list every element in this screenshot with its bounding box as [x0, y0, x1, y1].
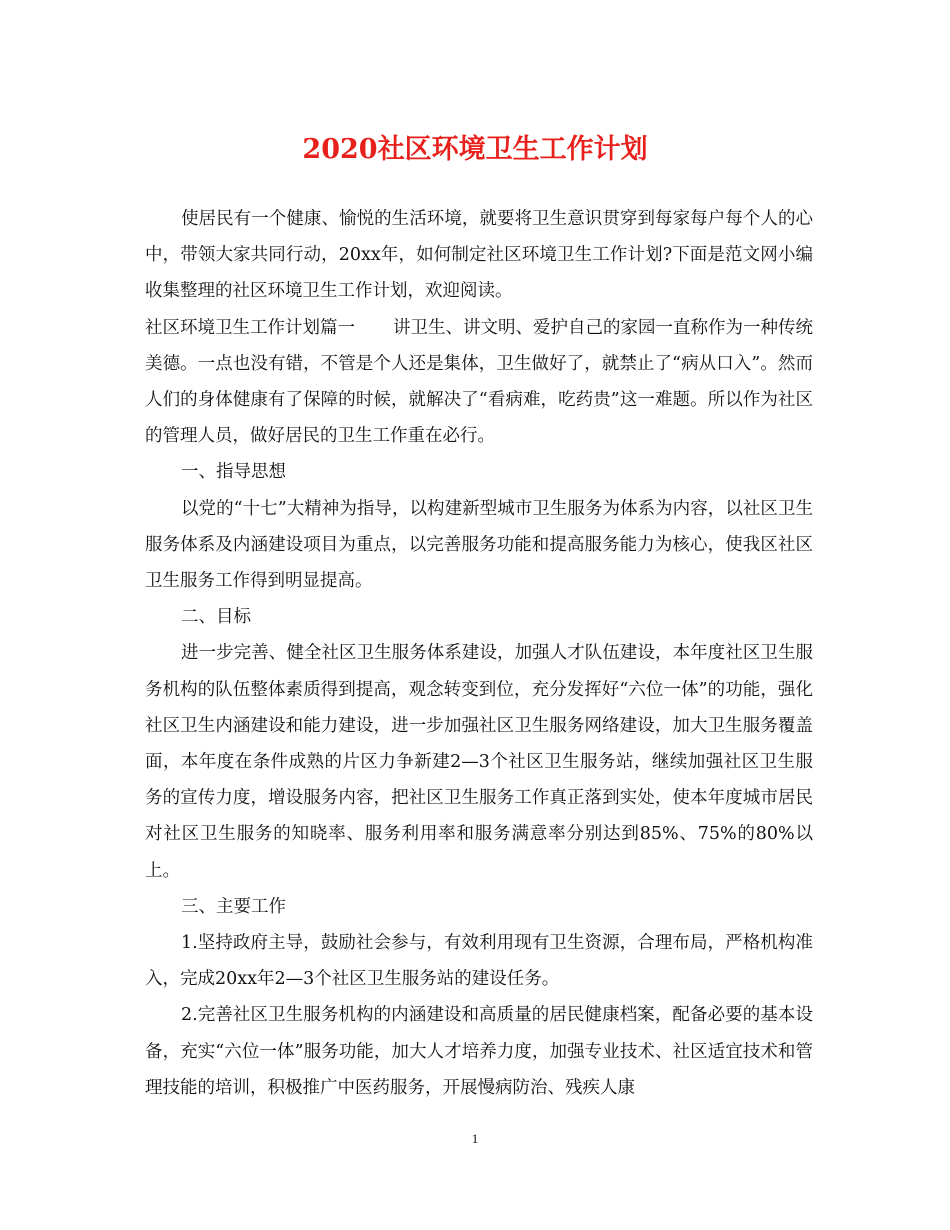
goals-paragraph: 进一步完善、健全社区卫生服务体系建设，加强人才队伍建设，本年度社区卫生服务机构的队伍整体素质得到提高，观念转变到位，充分发挥好“六位一体”的功能，强化社区卫生内涵建设和能力建设，进一步加强社区卫生服务网络建设，加大卫生服务覆盖面，本年度在条件成熟的片区力争新建2—3个社区卫生服务站，继续加强社区卫生服务的宣传力度，增设服务内容，把社区卫生服务工作真正落到实处，使本年度城市居民对社区卫生服务的知晓率、服务利用率和服务满意率分别达到85%、75%的80%以上。 — [145, 643, 813, 881]
document-body — [145, 201, 813, 1106]
main-work-item-2: 2.完善社区卫生服务机构的内涵建设和高质量的居民健康档案，配备必要的基本设备，充实“六位一体”服务功能，加大人才培养力度，加强专业技术、社区适宜技术和管理技能的培训，积极推广中医药服务，开展慢病防治、残疾人康 — [145, 1005, 813, 1098]
page-number: 1 — [471, 1131, 479, 1146]
heading-main-work: 三、主要工作 — [181, 896, 286, 917]
section-paragraph — [145, 310, 813, 455]
document-title: 2020社区环境卫生工作计划 — [302, 134, 648, 165]
section-intro: 讲卫生、讲文明、爱护自己的家园一直称作为一种传统美德。一点也没有错，不管是个人还是集体，卫生做好了，就禁止了“病从口入”。然而人们的身体健康有了保障的时候，就解决了“看病难，吃药贵”这一难题。所以作为社区的管理人员，做好居民的卫生工作重在必行。 — [145, 317, 813, 447]
heading-guiding-thought: 一、指导思想 — [181, 462, 286, 483]
heading-goals: 二、目标 — [181, 607, 251, 628]
guiding-thought-paragraph: 以党的“十七”大精神为指导，以构建新型城市卫生服务为体系为内容，以社区卫生服务体系及内涵建设项目为重点，以完善服务功能和提高服务能力为核心，使我区社区卫生服务工作得到明显提高。 — [145, 498, 813, 592]
main-work-item-1: 1.坚持政府主导，鼓励社会参与，有效利用现有卫生资源，合理布局，严格机构准入，完成20xx年2—3个社区卫生服务站的建设任务。 — [145, 933, 813, 990]
section-label: 社区环境卫生工作计划篇一 — [145, 317, 355, 338]
intro-paragraph: 使居民有一个健康、愉悦的生活环境，就要将卫生意识贯穿到每家每户每个人的心中，带领大家共同行动，20xx年，如何制定社区环境卫生工作计划?下面是范文网小编收集整理的社区环境卫生工作计划，欢迎阅读。 — [145, 209, 813, 302]
